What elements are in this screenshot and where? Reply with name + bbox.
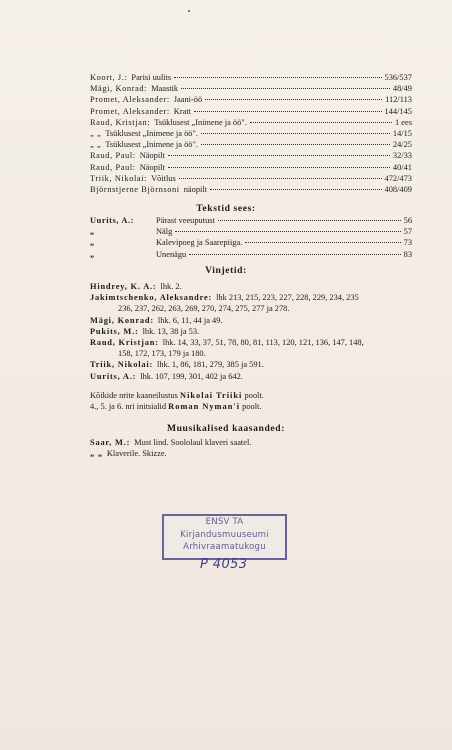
texts-row <box>90 215 412 226</box>
entry-author: Raud, Paul: <box>90 162 136 172</box>
entry-title: Klaverile. Skizze. <box>106 449 167 459</box>
entry-author: „ „ <box>90 449 103 459</box>
vignette-entry <box>90 337 412 359</box>
contents-row <box>90 83 412 94</box>
vignettes-list <box>90 281 412 382</box>
entry-pages: lhk 213, 215, 223, 227, 228, 229, 234, 235 <box>216 293 359 303</box>
entry-author: Pukits, M.: <box>90 326 139 336</box>
entry-author: Björnstjerne Björnsoni <box>90 185 180 195</box>
texts-row <box>90 249 412 260</box>
entry-author: Jakimtschenko, Aleksandre: <box>90 293 213 303</box>
entry-author: Raud, Kristjan: <box>90 117 151 127</box>
texts-row <box>90 226 412 237</box>
entry-page: 48/49 <box>392 84 412 94</box>
note-line: Kõikide nrite kaaneilustus Nikolai Triiki poolt. <box>90 391 264 400</box>
contents-row <box>90 72 412 83</box>
entry-title: Võitlus <box>151 173 176 183</box>
entry-pages-continued: 236, 237, 262, 263, 269, 270, 274, 275, 277 ja 278. <box>118 304 290 314</box>
dot-leader <box>174 77 381 78</box>
contents-row <box>90 173 412 184</box>
entry-author: Hindrey, K. A.: <box>90 282 157 291</box>
entry-author: „ <box>90 249 95 259</box>
dot-leader <box>179 178 382 179</box>
dot-leader <box>250 122 392 123</box>
contents-row <box>90 117 412 128</box>
entry-author: „ „ <box>90 129 102 139</box>
section-heading-music: Muusikalised kaasanded: <box>166 423 286 434</box>
entry-title: Tsüklusest „Inimene ja öö". <box>105 140 198 150</box>
entry-author: Uurits, A.: <box>90 216 135 225</box>
entry-title: Kratt <box>173 106 191 116</box>
entry-pages: lhk. 2. <box>160 282 182 291</box>
dot-leader <box>194 111 382 112</box>
vignette-entry <box>90 359 412 370</box>
note-line: 4., 5. ja 6. nri initsialid Roman Nyman'i poolt. <box>90 402 262 412</box>
entry-title: Kalevipoeg ja Saarepiiga. <box>156 238 243 248</box>
stamp-line: Arhivraamatukogu <box>183 542 266 553</box>
section-heading-texts: Tekstid sees: <box>196 203 256 214</box>
music-entry <box>90 448 412 459</box>
entry-author: Koort, J.: <box>90 73 128 82</box>
entry-author: Mägi, Konrad: <box>90 315 154 325</box>
music-list <box>90 437 412 459</box>
entry-author: Raud, Paul: <box>90 151 136 161</box>
entry-author: Uurits, A.: <box>90 371 137 381</box>
entry-page: 40/41 <box>392 162 412 172</box>
entry-page: 144/145 <box>384 106 412 116</box>
entry-page: 536/537 <box>384 73 412 82</box>
entry-pages: lhk. 107, 199, 301, 402 ja 642. <box>140 371 243 381</box>
entry-title: Näopilt <box>139 162 165 172</box>
entry-title: Must lind. Soololaul klaveri saatel. <box>134 438 252 447</box>
vignette-entry <box>90 315 412 326</box>
entry-title: Maastik <box>151 84 179 94</box>
entry-title: Jaani-öö <box>173 95 203 105</box>
dot-leader <box>201 133 390 134</box>
entry-title: Tsüklusest „Inimene ja öö". <box>154 117 247 127</box>
vignette-entry <box>90 281 412 292</box>
entry-page: 83 <box>403 249 412 259</box>
dot-leader <box>189 254 400 255</box>
entry-page: 1 ees <box>395 117 412 127</box>
contents-row <box>90 106 412 117</box>
dot-leader <box>168 155 390 156</box>
section-heading-vignettes: Vinjetid: <box>205 265 247 276</box>
entry-page: 112/113 <box>385 95 412 105</box>
vignette-entry <box>90 371 412 382</box>
texts-row <box>90 237 412 248</box>
entry-page: 56 <box>403 216 412 225</box>
dot-leader <box>218 220 401 221</box>
vignette-entry <box>90 326 412 337</box>
contents-row <box>90 162 412 173</box>
entry-pages-continued: 158, 172, 173, 179 ja 180. <box>118 349 206 359</box>
texts-list <box>90 215 412 260</box>
entry-author: „ <box>90 238 95 248</box>
contents-row <box>90 139 412 150</box>
entry-author: Promet, Aleksander: <box>90 106 170 116</box>
contents-row <box>90 94 412 105</box>
entry-title: Unenägu <box>156 249 187 259</box>
dot-leader <box>245 242 400 243</box>
entry-page: 14/15 <box>392 129 412 139</box>
entry-title: Tsüklusest „Inimene ja öö". <box>105 129 198 139</box>
notes <box>90 390 412 412</box>
entry-page: 57 <box>403 227 412 237</box>
entry-page: 24/25 <box>392 140 412 150</box>
page-mark <box>188 10 190 12</box>
library-stamp <box>162 514 287 560</box>
contents-row <box>90 184 412 195</box>
entry-author: „ „ <box>90 140 102 150</box>
music-entry <box>90 437 412 448</box>
stamp-line: ENSV TA <box>205 517 244 527</box>
entry-pages: lhk. 13, 38 ja 53. <box>142 326 200 336</box>
dot-leader <box>210 189 382 190</box>
entry-author: Raud, Kristjan: <box>90 338 159 348</box>
entry-page: 472/473 <box>384 173 412 183</box>
handwritten-number: P 4053 <box>200 557 248 572</box>
entry-page: 32/33 <box>392 151 412 161</box>
entry-title: Nälg <box>156 227 173 237</box>
entry-author: „ <box>90 227 95 237</box>
dot-leader <box>175 231 400 232</box>
entry-title: Parisi uulits <box>131 73 172 82</box>
vignette-entry <box>90 292 412 314</box>
contents-row <box>90 150 412 161</box>
entry-pages: lhk. 6, 11, 44 ja 49. <box>157 315 223 325</box>
contents-list <box>90 72 412 195</box>
entry-author: Mägi, Konrad: <box>90 84 148 94</box>
entry-page: 73 <box>403 238 412 248</box>
entry-author: Saar, M.: <box>90 438 131 447</box>
entry-pages: lhk. 1, 86, 181, 279, 385 ja 591. <box>157 360 264 370</box>
dot-leader <box>201 144 390 145</box>
contents-row <box>90 128 412 139</box>
entry-page: 408/409 <box>384 185 412 195</box>
dot-leader <box>181 88 390 89</box>
entry-pages: lhk. 14, 33, 37, 51, 78, 80, 81, 113, 120, 121, 136, 147, 148, <box>162 338 364 348</box>
dot-leader <box>168 167 390 168</box>
entry-author: Triik, Nikolai: <box>90 360 154 370</box>
entry-title: näopilt <box>183 185 207 195</box>
entry-title: Pärast veeuputust <box>156 216 215 225</box>
stamp-line: Kirjandusmuuseumi <box>180 529 269 540</box>
entry-title: Näopilt <box>139 151 165 161</box>
entry-author: Promet, Aleksander: <box>90 95 170 105</box>
entry-author: Triik, Nikolai: <box>90 173 148 183</box>
dot-leader <box>205 99 382 100</box>
